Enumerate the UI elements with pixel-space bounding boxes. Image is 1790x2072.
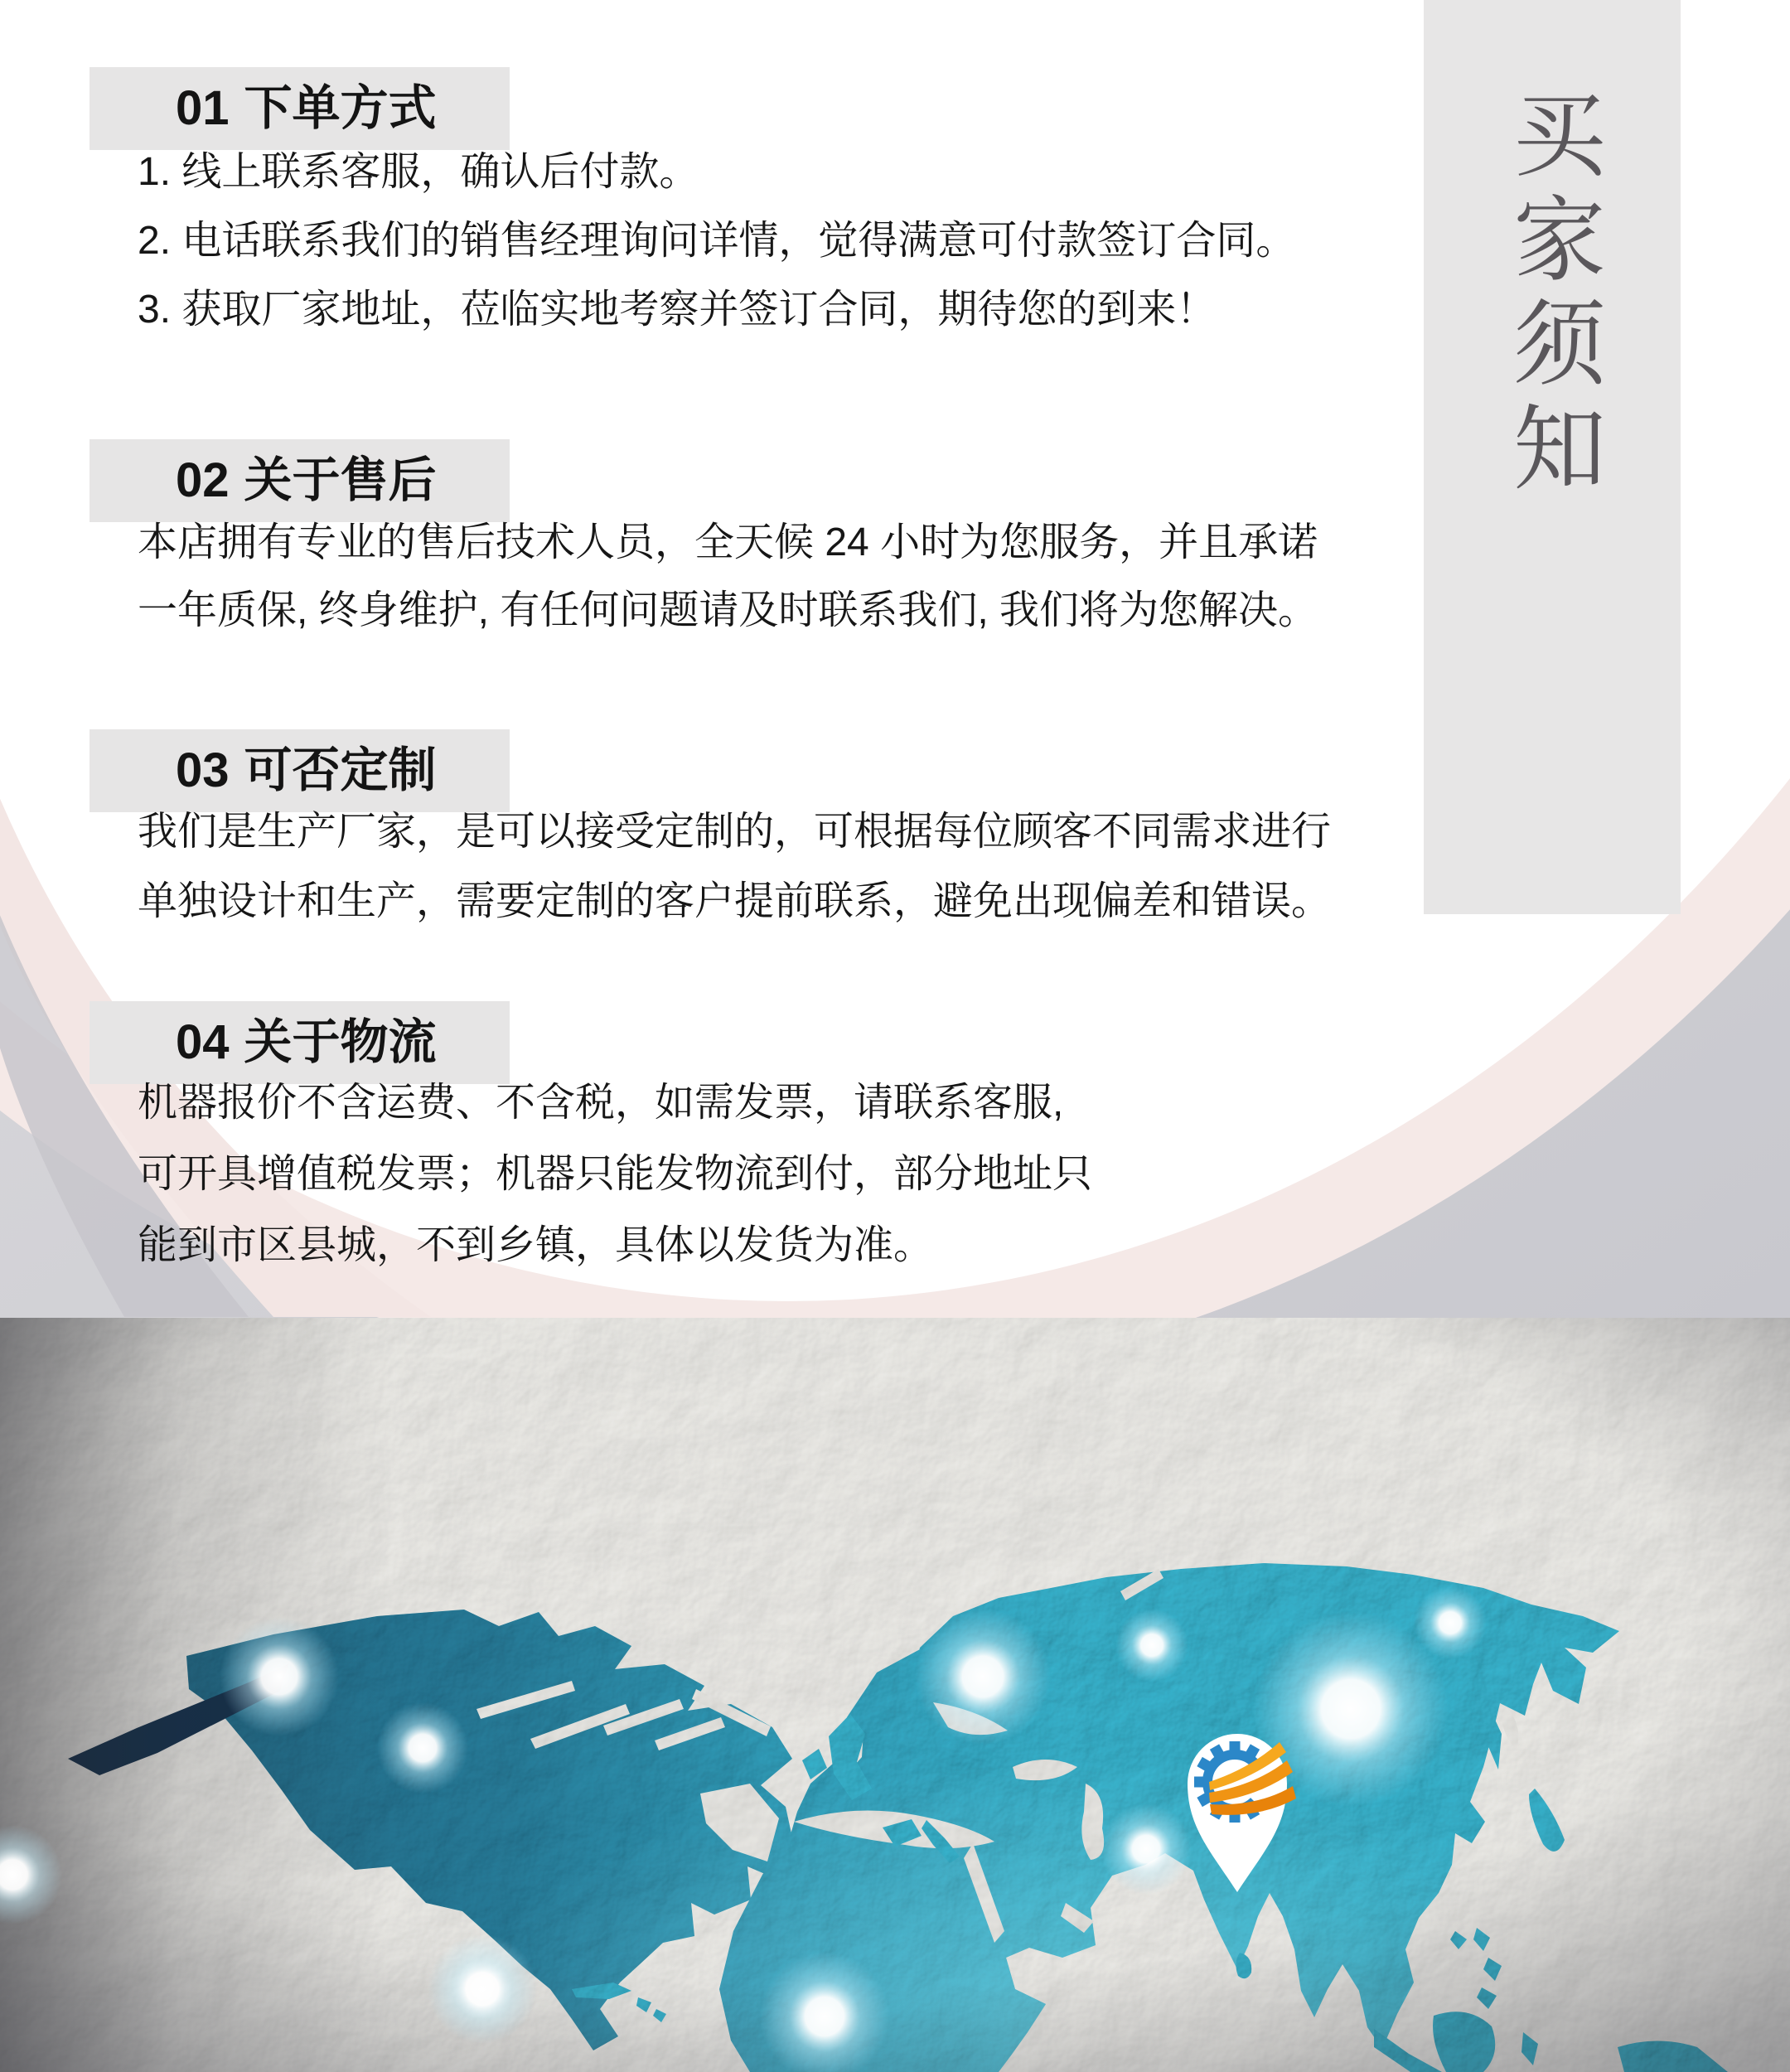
section-number: 01 [176, 81, 230, 136]
section-body-aftersale [138, 509, 1414, 645]
body-line: 能到市区县城，不到乡镇，具体以发货为准。 [138, 1223, 934, 1267]
body-line: 本店拥有专业的售后技术人员，全天候 24 小时为您服务，并且承诺 [138, 520, 1318, 564]
body-line: 可开具增值税发票；机器只能发物流到付，部分地址只 [138, 1152, 1093, 1196]
body-line: 单独设计和生产，需要定制的客户提前联系，避免出现偏差和错误。 [138, 879, 1332, 923]
section-body-custom [138, 797, 1414, 937]
body-line: 我们是生产厂家，是可以接受定制的，可根据每位顾客不同需求进行 [138, 810, 1332, 854]
vertical-title: 买家须知 [1500, 86, 1604, 504]
section-title: 关于物流 [244, 1015, 437, 1070]
world-map-photo [0, 1318, 1790, 2072]
section-number: 03 [176, 743, 230, 798]
section-title: 可否定制 [244, 743, 437, 798]
section-body-logistics [138, 1067, 1414, 1281]
body-line: 一年质保, 终身维护, 有任何问题请及时联系我们, 我们将为您解决。 [138, 588, 1318, 632]
body-line: 1. 线上联系客服，确认后付款。 [138, 150, 699, 194]
section-number: 02 [176, 453, 230, 508]
section-title: 关于售后 [244, 453, 437, 508]
body-line: 机器报价不含运费、不含税，如需发票，请联系客服, [138, 1081, 1064, 1125]
section-number: 04 [176, 1015, 230, 1070]
world-map-svg [0, 1318, 1790, 2072]
body-line: 2. 电话联系我们的销售经理询问详情，觉得满意可付款签订合同。 [138, 219, 1296, 263]
section-body-order [138, 138, 1414, 344]
section-title: 下单方式 [244, 81, 437, 136]
body-line: 3. 获取厂家地址，莅临实地考察并签订合同，期待您的到来！ [138, 288, 1217, 332]
vertical-title-band [1424, 0, 1681, 914]
